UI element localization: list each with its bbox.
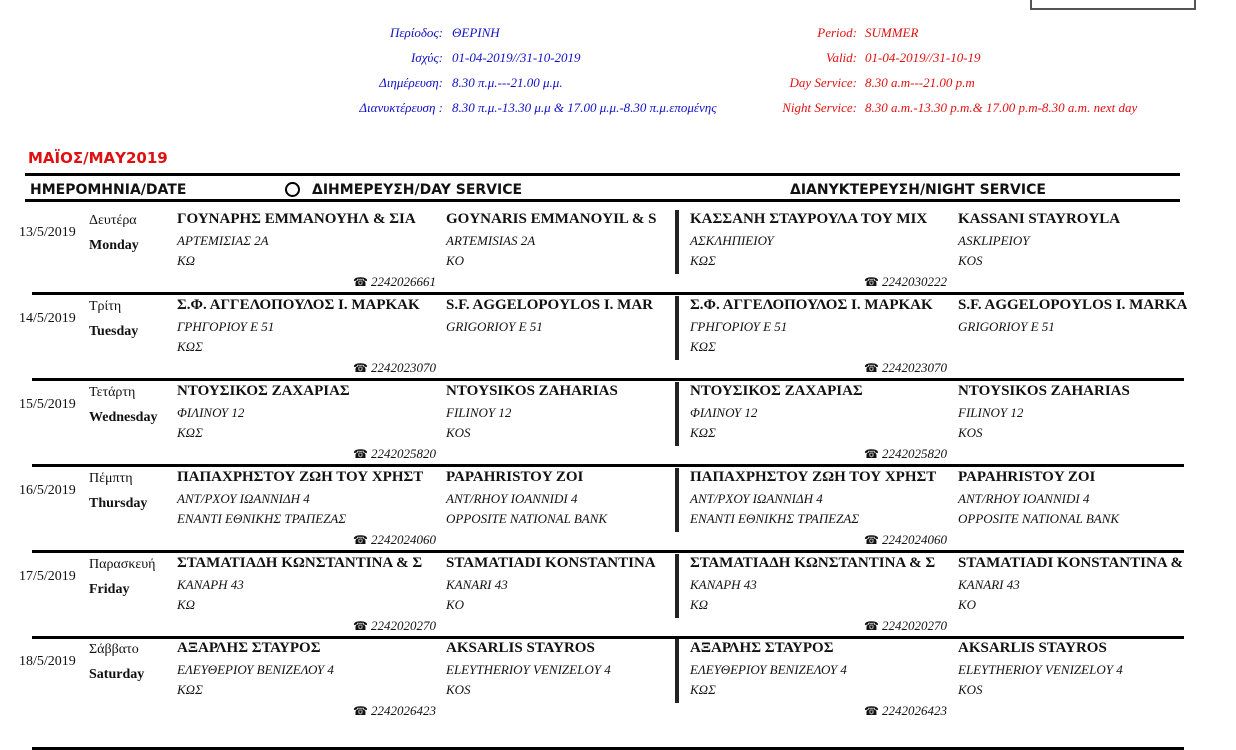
period-label-en: Period: — [817, 25, 857, 40]
night-city-en: KOS — [958, 253, 983, 268]
night-service-column-header: ΔΙΑΝΥΚΤΕΡΕΥΣΗ/NIGHT SERVICE — [790, 182, 1046, 198]
phone-number: 2242024060 — [882, 532, 947, 547]
night-address-gr: ΚΑΝΑΡΗ 43 — [690, 577, 757, 592]
night-city-en: KOS — [958, 425, 983, 440]
day-city-en: KO — [446, 253, 465, 268]
period-value-gr: ΘΕΡΙΝΗ — [452, 25, 500, 40]
night-city-gr: ΚΩΣ — [690, 425, 716, 440]
night-service-value-en: 8.30 a.m.-13.30 p.m.& 17.00 p.m-8.30 a.m. next day — [865, 100, 1138, 115]
column-separator — [675, 382, 679, 446]
validity-label-en: Valid: — [825, 50, 857, 65]
night-pharmacy-name-en: STAMATIADI KONSTANTINA & — [958, 555, 1184, 571]
night-city-en: KO — [958, 597, 977, 612]
night-phone — [864, 274, 947, 290]
table-row — [0, 292, 1236, 378]
period-label-gr: Περίοδος: — [389, 25, 443, 40]
phone-icon: ☎ — [864, 619, 879, 633]
day-phone — [353, 274, 436, 290]
day-address-en: GRIGORIOY E 51 — [446, 319, 543, 334]
day-pharmacy-name-gr: Σ.Φ. ΑΓΓΕΛΟΠΟΥΛΟΣ Ι. ΜΑΡΚΑΚ — [177, 297, 420, 313]
night-pharmacy-name-en: PAPAHRISTOY ZOI — [958, 469, 1096, 485]
day-phone — [353, 446, 436, 462]
phone-number: 2242024060 — [371, 532, 436, 547]
phone-icon: ☎ — [353, 275, 368, 289]
row-weekday-gr: Τετάρτη — [89, 385, 136, 400]
day-city-en: KO — [446, 597, 465, 612]
night-address-gr: ΓΡΗΓΟΡΙΟΥ Ε 51 — [690, 319, 788, 334]
phone-icon: ☎ — [864, 361, 879, 375]
phone-icon: ☎ — [353, 533, 368, 547]
night-address-en: FILINOY 12 — [958, 405, 1024, 420]
night-phone — [864, 703, 947, 719]
day-address-gr: ΕΛΕΥΘΕΡΙΟΥ ΒΕΝΙΖΕΛΟΥ 4 — [177, 662, 334, 677]
night-address-en: ASKLIPEIOY — [958, 233, 1030, 248]
night-pharmacy-name-gr: ΚΑΣΣΑΝΗ ΣΤΑΥΡΟΥΛΑ ΤΟΥ ΜΙΧ — [690, 211, 928, 227]
table-row — [0, 550, 1236, 636]
night-city-en: OPPOSITE NATIONAL BANK — [958, 511, 1120, 526]
header-top-rule — [25, 173, 1180, 176]
night-phone — [864, 446, 947, 462]
row-weekday-gr: Δευτέρα — [89, 213, 137, 228]
day-address-gr: ΑΡΤΕΜΙΣΙΑΣ 2Α — [177, 233, 269, 248]
day-address-en: ELEYTHERIOY VENIZELOY 4 — [446, 662, 611, 677]
row-weekday-en: Monday — [89, 238, 139, 253]
row-date: 16/5/2019 — [19, 483, 76, 498]
day-city-gr: ΚΩΣ — [177, 682, 203, 697]
row-date: 17/5/2019 — [19, 569, 76, 584]
day-address-gr: ΦΙΛΙΝΟΥ 12 — [177, 405, 245, 420]
row-weekday-en: Tuesday — [89, 324, 139, 339]
day-service-label-gr: Διημέρευση: — [379, 75, 443, 90]
night-phone — [864, 532, 947, 548]
phone-number: 2242026423 — [882, 703, 947, 718]
night-pharmacy-name-en: NTOYSIKOS ZAHARIAS — [958, 383, 1130, 399]
column-separator — [675, 639, 679, 703]
phone-icon: ☎ — [864, 275, 879, 289]
night-pharmacy-name-en: S.F. AGGELOPOYLOS I. MARKA — [958, 297, 1188, 313]
phone-icon: ☎ — [353, 361, 368, 375]
row-weekday-gr: Τρίτη — [89, 299, 122, 314]
day-pharmacy-name-gr: ΝΤΟΥΣΙΚΟΣ ΖΑΧΑΡΙΑΣ — [177, 383, 350, 399]
night-pharmacy-name-gr: ΣΤΑΜΑΤΙΑΔΗ ΚΩΝΣΤΑΝΤΙΝΑ & Σ — [690, 555, 936, 571]
column-separator — [675, 296, 679, 360]
night-address-gr: ΑΝΤ/ΡΧΟΥ ΙΩΑΝΝΙΔΗ 4 — [690, 491, 823, 506]
day-phone — [353, 532, 436, 548]
day-pharmacy-name-en: S.F. AGGELOPOYLOS I. MAR — [446, 297, 653, 313]
night-pharmacy-name-en: AKSARLIS STAYROS — [958, 640, 1107, 656]
night-city-gr: ΚΩ — [690, 597, 709, 612]
phone-number: 2242026661 — [371, 274, 436, 289]
day-pharmacy-name-gr: ΓΟΥΝΑΡΗΣ ΕΜΜΑΝΟΥΗΛ & ΣΙΑ — [177, 211, 416, 227]
night-phone — [864, 618, 947, 634]
row-weekday-gr: Σάββατο — [89, 642, 139, 657]
day-address-en: ANT/RHOY IOANNIDI 4 — [446, 491, 578, 506]
day-service-value-en: 8.30 a.m---21.00 p.m — [865, 75, 975, 90]
period-value-en: SUMMER — [865, 25, 919, 40]
day-pharmacy-name-en: STAMATIADI KONSTANTINA — [446, 555, 656, 571]
column-separator — [675, 468, 679, 532]
night-city-gr: ΚΩΣ — [690, 253, 716, 268]
column-separator — [675, 554, 679, 618]
phone-number: 2242020270 — [371, 618, 436, 633]
day-phone — [353, 703, 436, 719]
validity-value-en: 01-04-2019//31-10-19 — [865, 50, 981, 65]
day-phone — [353, 618, 436, 634]
night-pharmacy-name-gr: ΝΤΟΥΣΙΚΟΣ ΖΑΧΑΡΙΑΣ — [690, 383, 863, 399]
night-pharmacy-name-gr: ΑΞΑΡΛΗΣ ΣΤΑΥΡΟΣ — [690, 640, 834, 656]
day-address-en: KANARI 43 — [446, 577, 508, 592]
day-pharmacy-name-en: NTOYSIKOS ZAHARIAS — [446, 383, 618, 399]
night-address-gr: ΕΛΕΥΘΕΡΙΟΥ ΒΕΝΙΖΕΛΟΥ 4 — [690, 662, 847, 677]
night-city-en: KOS — [958, 682, 983, 697]
night-address-en: GRIGORIOY E 51 — [958, 319, 1055, 334]
day-address-en: FILINOY 12 — [446, 405, 512, 420]
month-title: ΜΑΪΟΣ/ΜΑΥ2019 — [28, 149, 168, 167]
phone-number: 2242020270 — [882, 618, 947, 633]
day-pharmacy-name-en: PAPAHRISTOY ZOI — [446, 469, 584, 485]
corner-frame — [1030, 0, 1196, 10]
day-address-gr: ΚΑΝΑΡΗ 43 — [177, 577, 244, 592]
table-row — [0, 464, 1236, 550]
day-address-en: ARTEMISIAS 2A — [446, 233, 536, 248]
night-city-gr: ΚΩΣ — [690, 339, 716, 354]
row-date: 18/5/2019 — [19, 654, 76, 669]
night-address-en: ELEYTHERIOY VENIZELOY 4 — [958, 662, 1123, 677]
phone-number: 2242030222 — [882, 274, 947, 289]
day-city-gr: ΚΩΣ — [177, 339, 203, 354]
day-address-gr: ΓΡΗΓΟΡΙΟΥ Ε 51 — [177, 319, 275, 334]
row-weekday-gr: Πέμπτη — [89, 471, 133, 486]
phone-number: 2242023070 — [882, 360, 947, 375]
day-address-gr: ΑΝΤ/ΡΧΟΥ ΙΩΑΝΝΙΔΗ 4 — [177, 491, 310, 506]
day-city-gr: ΕΝΑΝΤΙ ΕΘΝΙΚΗΣ ΤΡΑΠΕΖΑΣ — [177, 511, 347, 526]
row-weekday-gr: Παρασκευή — [89, 557, 156, 572]
table-row — [0, 206, 1236, 292]
day-city-en: KOS — [446, 425, 471, 440]
night-service-label-gr: Διανυκτέρευση : — [359, 100, 443, 115]
night-city-gr: ΕΝΑΝΤΙ ΕΘΝΙΚΗΣ ΤΡΑΠΕΖΑΣ — [690, 511, 860, 526]
night-address-en: KANARI 43 — [958, 577, 1020, 592]
phone-icon: ☎ — [864, 704, 879, 718]
row-weekday-en: Wednesday — [89, 410, 158, 425]
validity-label-gr: Ισχύς: — [410, 50, 443, 65]
day-service-label-en: Day Service: — [789, 75, 857, 90]
day-pharmacy-name-en: AKSARLIS STAYROS — [446, 640, 595, 656]
night-pharmacy-name-en: KASSANI STAYROYLA — [958, 211, 1121, 227]
phone-number: 2242023070 — [371, 360, 436, 375]
night-service-value-gr: 8.30 π.μ.-13.30 μ.μ & 17.00 μ.μ.-8.30 π.μ.επομένης — [452, 100, 717, 115]
column-separator — [675, 210, 679, 274]
night-city-gr: ΚΩΣ — [690, 682, 716, 697]
night-address-gr: ΑΣΚΛΗΠΙΕΙΟΥ — [690, 233, 774, 248]
day-city-gr: ΚΩΣ — [177, 425, 203, 440]
day-pharmacy-name-en: GOYNARIS EMMANOYIL & S — [446, 211, 657, 227]
phone-icon: ☎ — [864, 533, 879, 547]
night-pharmacy-name-gr: Σ.Φ. ΑΓΓΕΛΟΠΟΥΛΟΣ Ι. ΜΑΡΚΑΚ — [690, 297, 933, 313]
row-weekday-en: Saturday — [89, 667, 145, 682]
table-row — [0, 378, 1236, 464]
phone-icon: ☎ — [353, 619, 368, 633]
row-date: 15/5/2019 — [19, 397, 76, 412]
day-city-gr: ΚΩ — [177, 597, 196, 612]
day-pharmacy-name-gr: ΑΞΑΡΛΗΣ ΣΤΑΥΡΟΣ — [177, 640, 321, 656]
day-city-en: KOS — [446, 682, 471, 697]
phone-number: 2242025820 — [882, 446, 947, 461]
night-address-en: ANT/RHOY IOANNIDI 4 — [958, 491, 1090, 506]
row-weekday-en: Friday — [89, 582, 130, 597]
phone-number: 2242026423 — [371, 703, 436, 718]
validity-value-gr: 01-04-2019//31-10-2019 — [452, 50, 581, 65]
circle-icon — [285, 182, 300, 197]
night-phone — [864, 360, 947, 376]
row-weekday-en: Thursday — [89, 496, 148, 511]
header-bottom-rule — [25, 199, 1180, 202]
phone-icon: ☎ — [864, 447, 879, 461]
date-column-header: ΗΜΕΡΟΜΗΝΙΑ/DATE — [30, 182, 187, 198]
phone-icon: ☎ — [353, 447, 368, 461]
day-service-value-gr: 8.30 π.μ.---21.00 μ.μ. — [452, 75, 563, 90]
phone-number: 2242025820 — [371, 446, 436, 461]
night-pharmacy-name-gr: ΠΑΠΑΧΡΗΣΤΟΥ ΖΩΗ ΤΟΥ ΧΡΗΣΤ — [690, 469, 937, 485]
day-city-gr: ΚΩ — [177, 253, 196, 268]
row-date: 14/5/2019 — [19, 311, 76, 326]
table-row — [0, 635, 1236, 721]
day-pharmacy-name-gr: ΠΑΠΑΧΡΗΣΤΟΥ ΖΩΗ ΤΟΥ ΧΡΗΣΤ — [177, 469, 424, 485]
phone-icon: ☎ — [353, 704, 368, 718]
day-phone — [353, 360, 436, 376]
row-date: 13/5/2019 — [19, 225, 76, 240]
night-address-gr: ΦΙΛΙΝΟΥ 12 — [690, 405, 758, 420]
night-service-label-en: Night Service: — [782, 100, 857, 115]
day-city-en: OPPOSITE NATIONAL BANK — [446, 511, 608, 526]
day-service-column-header: ΔΙΗΜΕΡΕΥΣΗ/DAY SERVICE — [312, 182, 523, 198]
day-pharmacy-name-gr: ΣΤΑΜΑΤΙΑΔΗ ΚΩΝΣΤΑΝΤΙΝΑ & Σ — [177, 555, 423, 571]
